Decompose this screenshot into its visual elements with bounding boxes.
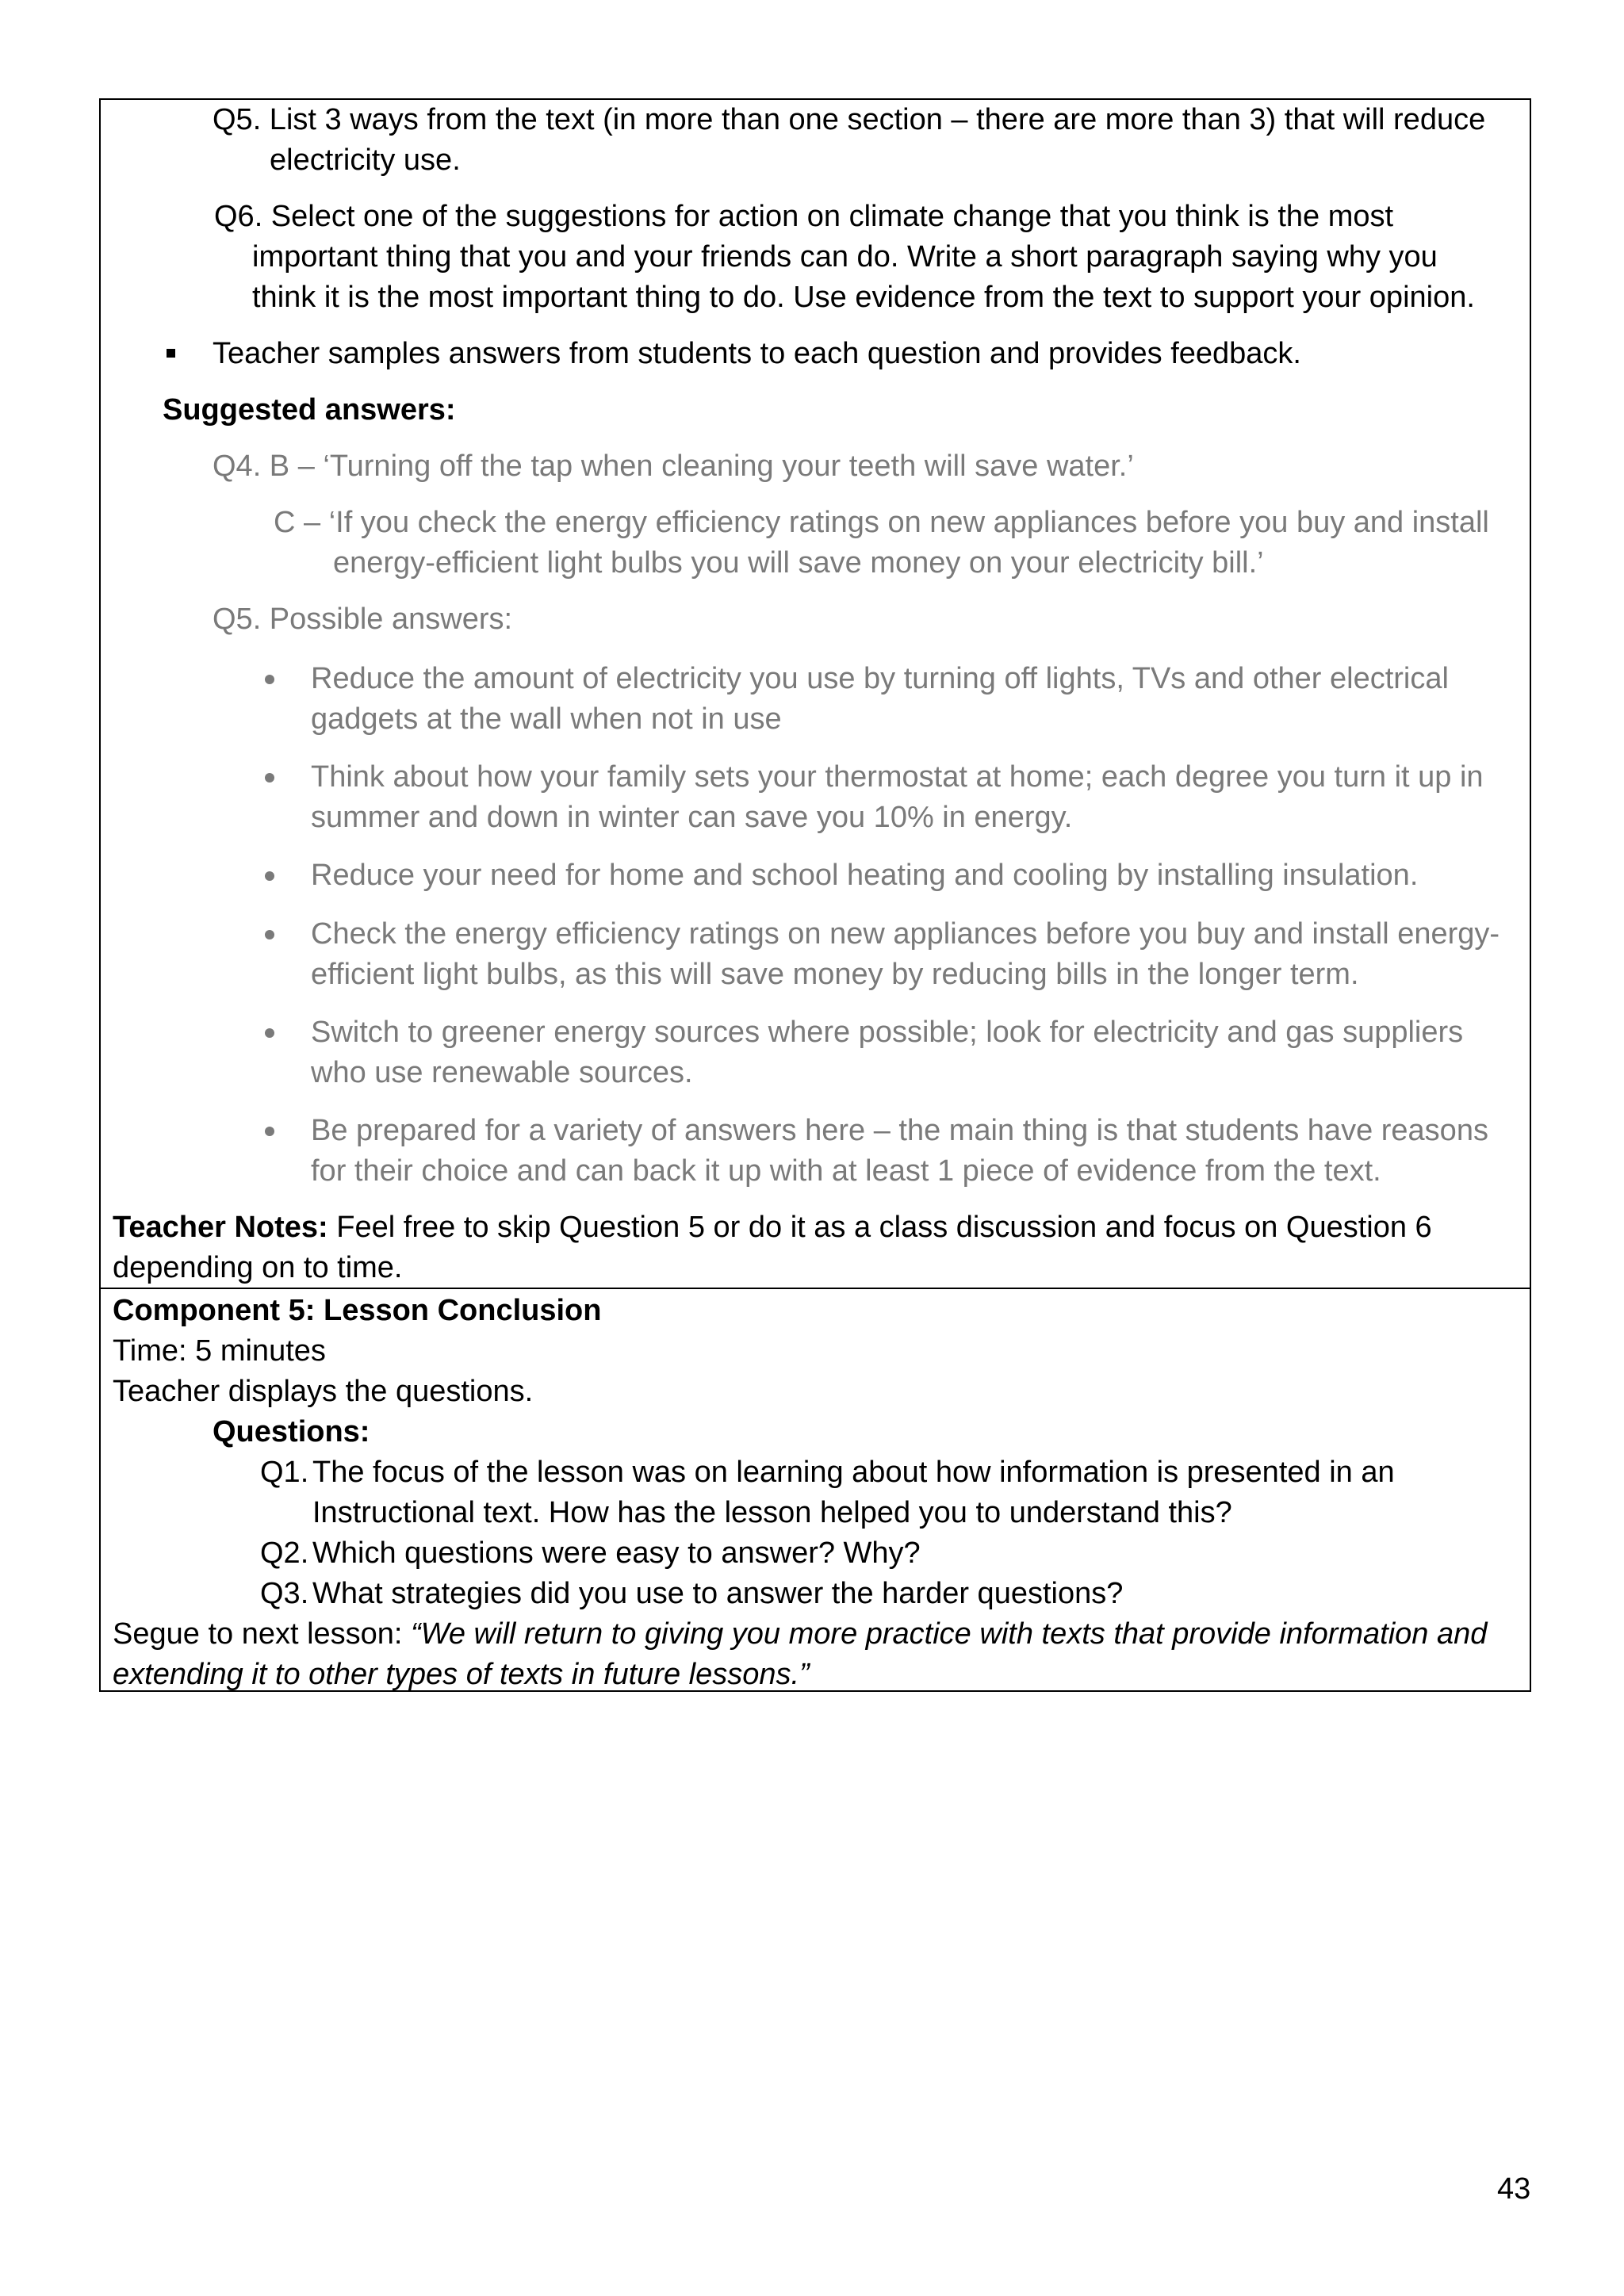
answer-bullet-4-line1: Check the energy efficiency ratings on new appliances before you buy and install energy-	[311, 917, 1500, 951]
conclusion-q1-line1: The focus of the lesson was on learning about how information is presented in an	[312, 1456, 1395, 1489]
square-bullet-icon	[167, 349, 175, 358]
component5-heading: Component 5: Lesson Conclusion	[113, 1294, 602, 1327]
bullet-dot-icon	[265, 1127, 274, 1136]
bullet-dot-icon	[265, 675, 274, 684]
q6-line2: important thing that you and your friends can do. Write a short paragraph saying why you	[252, 240, 1438, 274]
q4-answer-c-line1: C – ‘If you check the energy efficiency ratings on new appliances before you buy and install	[274, 506, 1489, 539]
bullet-dot-icon	[265, 930, 274, 939]
teacher-samples: Teacher samples answers from students to each question and provides feedback.	[213, 337, 1301, 370]
bullet-dot-icon	[265, 871, 274, 881]
bullet-dot-icon	[265, 773, 274, 783]
q5-line2: electricity use.	[270, 144, 461, 177]
answer-bullet-5-line2: who use renewable sources.	[311, 1056, 693, 1089]
conclusion-q3-num: Q3.	[260, 1577, 309, 1610]
answer-bullet-3-line1: Reduce your need for home and school heating and cooling by installing insulation.	[311, 859, 1419, 892]
q4-answer-c-line2: energy-efficient light bulbs you will save money on your electricity bill.’	[333, 546, 1264, 580]
segue	[113, 1614, 1487, 1655]
q4-answer-b: Q4. B – ‘Turning off the tap when cleaning your teeth will save water.’	[213, 450, 1134, 483]
answer-bullet-1-line1: Reduce the amount of electricity you use by turning off lights, TVs and other electrical	[311, 662, 1449, 695]
answer-bullet-2-line2: summer and down in winter can save you 10% in energy.	[311, 801, 1073, 834]
suggested-answers-heading: Suggested answers:	[163, 393, 456, 427]
bullet-dot-icon	[265, 1028, 274, 1038]
page-number: 43	[1497, 2172, 1531, 2206]
teacher-notes-line2: depending on to time.	[113, 1251, 403, 1284]
segue-quote-line1: “We will return to giving you more practice with texts that provide information and	[411, 1617, 1488, 1651]
q5-answers-label: Q5. Possible answers:	[213, 603, 513, 636]
questions-label: Questions:	[213, 1415, 370, 1448]
component5-displays: Teacher displays the questions.	[113, 1375, 534, 1408]
answer-bullet-4-line2: efficient light bulbs, as this will save money by reducing bills in the longer term.	[311, 958, 1359, 991]
segue-quote-line2: extending it to other types of texts in future lessons.”	[113, 1658, 810, 1691]
q6-line3: think it is the most important thing to do. Use evidence from the text to support your opinion.	[252, 281, 1475, 314]
answer-bullet-6-line2: for their choice and can back it up with at least 1 piece of evidence from the text.	[311, 1154, 1381, 1188]
conclusion-q2-line1: Which questions were easy to answer? Why?	[312, 1536, 921, 1570]
teacher-notes	[113, 1207, 1432, 1248]
teacher-notes-label: Teacher Notes:	[113, 1211, 328, 1244]
conclusion-q1-num: Q1.	[260, 1456, 309, 1489]
answer-bullet-6-line1: Be prepared for a variety of answers here – the main thing is that students have reasons	[311, 1114, 1488, 1147]
conclusion-q2-num: Q2.	[260, 1536, 309, 1570]
answer-bullet-5-line1: Switch to greener energy sources where possible; look for electricity and gas suppliers	[311, 1016, 1464, 1049]
teacher-notes-text: Feel free to skip Question 5 or do it as a class discussion and focus on Question 6	[327, 1211, 1432, 1244]
q5-line1: Q5. List 3 ways from the text (in more than one section – there are more than 3) that will reduce	[213, 103, 1486, 136]
conclusion-q3-line1: What strategies did you use to answer the harder questions?	[312, 1577, 1124, 1610]
answer-bullet-1-line2: gadgets at the wall when not in use	[311, 702, 782, 736]
segue-label: Segue to next lesson:	[113, 1617, 412, 1651]
answer-bullet-2-line1: Think about how your family sets your thermostat at home; each degree you turn it up in	[311, 760, 1484, 794]
component5-time: Time: 5 minutes	[113, 1334, 326, 1368]
conclusion-q1-line2: Instructional text. How has the lesson helped you to understand this?	[312, 1496, 1232, 1529]
q6-line1: Q6. Select one of the suggestions for action on climate change that you think is the most	[214, 200, 1394, 233]
